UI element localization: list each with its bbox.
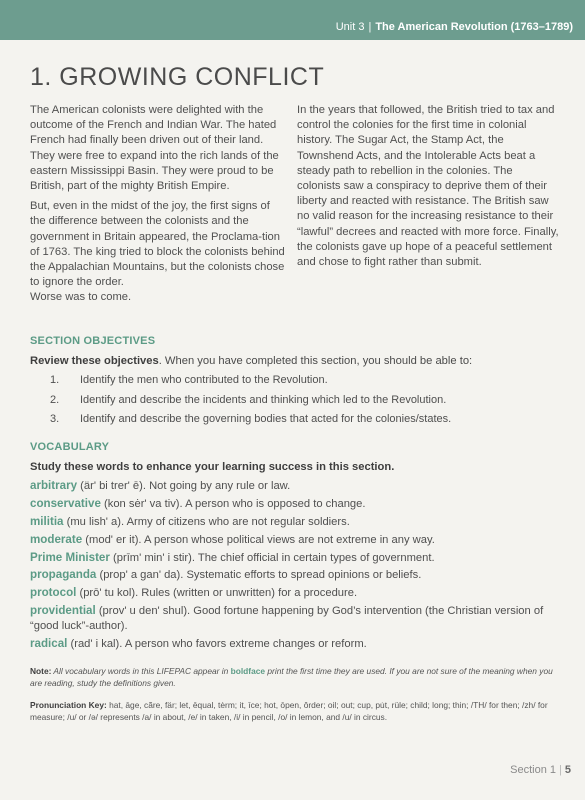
vocabulary-lead [30, 460, 560, 474]
vocab-entry [30, 604, 560, 633]
note-text-after: print the first time they are used. If you are not sure of the meaning when you are reading, study the definitions given. [30, 666, 553, 688]
vocabulary-list [30, 479, 560, 655]
vocab-definition: (prīm' min' i stir). The chief official in certain types of government. [109, 551, 435, 564]
note-boldface-word: boldface [230, 666, 266, 676]
objective-text: Identify and describe the governing bodies that acted for the colonies/states. [80, 413, 452, 425]
vocab-definition: (prov' u den' shul). Good fortune happening by God’s intervention (the Christian version of “good luck”-author). [30, 605, 544, 632]
intro-column-left [30, 103, 287, 311]
vocab-term: providential [30, 604, 96, 618]
objective-item [30, 412, 560, 432]
objective-text: Identify and describe the incidents and thinking which led to the Revolution. [80, 393, 447, 406]
vocab-entry [30, 515, 560, 530]
vocab-entry [30, 497, 560, 512]
note-text-before: All vocabulary words in this LIFEPAC appear in [51, 666, 231, 676]
objectives-heading: SECTION OBJECTIVES [30, 335, 156, 347]
vocab-definition: (prop' a gan' da). Systematic efforts to spread opinions or beliefs. [96, 569, 422, 582]
vocab-term: radical [30, 636, 68, 650]
objectives-lead [30, 354, 560, 368]
vocabulary-lead-text: Study these words to enhance your learning success in this section. [30, 461, 395, 473]
vocab-definition: (kon sėr' va tiv). A person who is opposed to change. [100, 497, 366, 510]
vocab-definition: (prō' tu kol). Rules (written or unwritten) for a procedure. [76, 587, 358, 600]
vocabulary-note [30, 666, 560, 689]
vocab-term: propaganda [30, 568, 97, 582]
objective-item [30, 393, 560, 413]
pronunciation-text: hat, āge, cãre, fär; let, ēqual, tėrm; it, īce; hot, ōpen, ôrder; oil; out; cup, pu̇t, rüle; child; long; thin; /TH/ for then; /zh/ for measure; /u/ or /ə/ represents /a/ in about, /e/ in taken, /i/ in pencil, /o/ in lemon, and /u/ in circus. [30, 700, 548, 722]
vocab-term: arbitrary [30, 479, 78, 492]
page-number: 5 [564, 764, 571, 776]
vocab-term: protocol [30, 586, 77, 600]
note-label: Note: [30, 666, 52, 676]
objective-number: 2. [50, 393, 60, 406]
intro-column-right [297, 103, 559, 275]
vocab-entry [30, 637, 560, 652]
vocab-definition: (mod' er it). A person whose political views are not extreme in any way. [82, 533, 435, 546]
page-title: 1. GROWING CONFLICT [30, 63, 325, 91]
vocab-term: Prime Minister [30, 550, 110, 564]
unit-label: Unit 3 [335, 21, 365, 33]
objective-item [30, 373, 560, 393]
footer-section: Section 1 [510, 764, 557, 776]
pronunciation-key [30, 700, 565, 723]
objectives-list [30, 373, 560, 432]
objective-text: Identify the men who contributed to the Revolution. [80, 374, 328, 386]
intro-paragraph: Worse was to come. [30, 291, 132, 304]
header-separator: | [368, 21, 372, 33]
header-text [336, 20, 573, 34]
vocab-definition: (är' bi trer' ē). Not going by any rule or law. [77, 480, 291, 492]
header-bar [0, 0, 585, 40]
intro-paragraph: The American colonists were delighted with the outcome of the French and Indian War. The hated French had finally been driven out of their land. They were free to expand into the rich lands of the eastern Mississippi Basin. They were proud to be British, part of the mighty British Empire. [30, 104, 279, 193]
vocab-term: militia [30, 514, 64, 528]
objective-number: 3. [50, 413, 60, 425]
unit-title: The American Revolution (1763–1789) [375, 21, 573, 33]
intro-paragraph: But, even in the midst of the joy, the first signs of the difference between the colonists and the government in Britain appeared, the Proclama-tion of 1763. The king tried to block the colonists behind the Appalachian Mountains, but the colonists chose to ignore the order. [30, 200, 285, 289]
vocab-term: moderate [30, 532, 83, 546]
vocab-definition: (mu lish' a). Army of citizens who are not regular soldiers. [63, 515, 350, 528]
vocab-entry [30, 568, 560, 583]
vocab-definition: (rad' i kal). A person who favors extreme changes or reform. [67, 637, 367, 650]
pronunciation-label: Pronunciation Key: [30, 700, 107, 710]
vocab-entry [30, 533, 560, 548]
vocab-term: conservative [30, 496, 101, 510]
footer-separator: | [559, 764, 562, 776]
intro-paragraph: In the years that followed, the British tried to tax and control the colonies for the first time in colonial history. The Sugar Act, the Stamp Act, the Townshend Acts, and the Intolerable Acts beat a steady path to rebellion in the colonies. The colonists saw a conspiracy to deprive them of their liberty and reacted with resistance. The British saw no valid reason for the increasing resistance to their “lawful” decrees and reacted with more force. Finally, the colonists gave up hope of a peaceful settlement and chose to fight rather than submit. [297, 104, 559, 269]
vocab-entry [30, 586, 560, 601]
objective-number: 1. [50, 374, 60, 386]
vocab-entry [30, 551, 560, 566]
objectives-lead-rest: . When you have completed this section, you should be able to: [158, 355, 473, 367]
vocab-entry [30, 479, 560, 494]
page-footer [510, 764, 571, 776]
objectives-lead-bold: Review these objectives [30, 355, 159, 367]
vocabulary-heading: VOCABULARY [30, 441, 110, 453]
